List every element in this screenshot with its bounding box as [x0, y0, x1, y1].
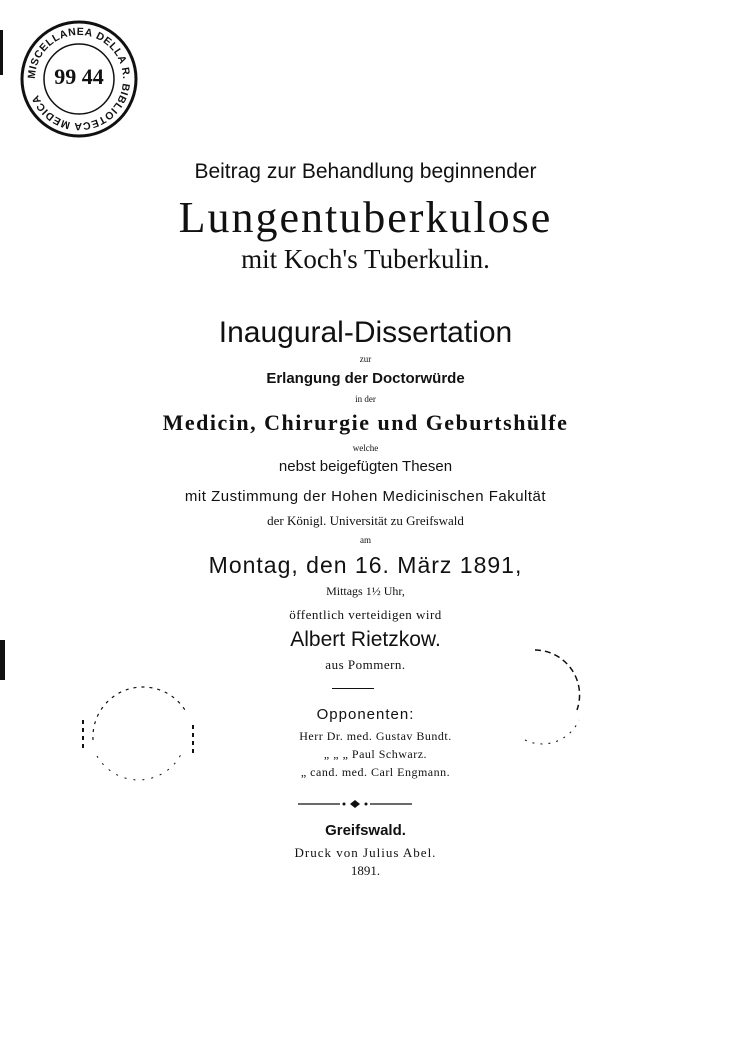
svg-text:99 44: 99 44 [54, 64, 104, 89]
opponent-2: „ „ „ Paul Schwarz. [323, 747, 428, 761]
opponent-1: Herr Dr. med. Gustav Bundt. [299, 729, 452, 743]
word-zur: zur [359, 354, 372, 364]
university-line: der Königl. Universität zu Greifswald [267, 513, 464, 528]
imprint-year: 1891. [350, 863, 381, 878]
time-line: Mittags 1½ Uhr, [326, 584, 405, 598]
word-am: am [360, 535, 371, 545]
library-stamp [18, 18, 140, 140]
imprint-printer: Druck von Julius Abel. [294, 845, 437, 860]
fields-line: Medicin, Chirurgie und Geburtshülfe [162, 410, 569, 435]
word-welche: welche [352, 443, 379, 453]
defense-line: öffentlich verteidigen wird [289, 607, 442, 622]
theses-line: nebst beigefügten Thesen [278, 458, 453, 475]
scan-edge-mark [0, 30, 3, 75]
divider-short [332, 688, 374, 689]
ornamental-rule [298, 796, 412, 806]
word-in-der: in der [355, 394, 376, 404]
author-name: Albert Rietzkow. [290, 628, 441, 651]
title-line-1: Beitrag zur Behandlung beginnender [194, 160, 537, 183]
opponents-heading: Opponenten: [316, 706, 415, 723]
svg-text:MISCELLANEA DELLA R. BIBLIOTEC: MISCELLANEA DELLA R. BIBLIOTECA MEDICA [25, 25, 133, 133]
consent-line: mit Zustimmung der Hohen Medicinischen Fakultät [184, 488, 547, 505]
title-line-3: mit Koch's Tuberkulin. [241, 244, 490, 274]
imprint-city: Greifswald. [325, 822, 406, 839]
opponent-3: „ cand. med. Carl Engmann. [300, 765, 451, 779]
purpose-line: Erlangung der Doctorwürde [266, 370, 465, 387]
main-title: Lungentuberkulose [178, 193, 553, 242]
origin-line: aus Pommern. [325, 657, 406, 672]
dissertation-heading: Inaugural-Dissertation [218, 316, 513, 349]
date-line: Montag, den 16. März 1891, [208, 552, 523, 578]
